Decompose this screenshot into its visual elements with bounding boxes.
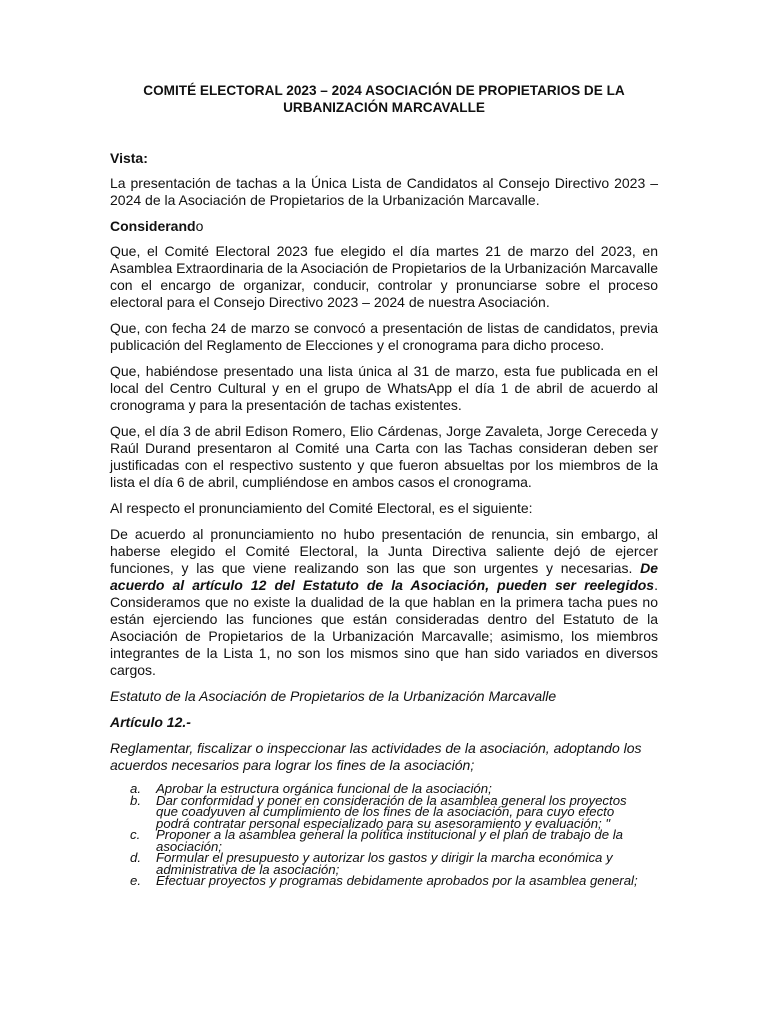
- list-item-text: Dar conformidad y poner en consideración de la asamblea general los proyectos que coadyuven al cumplimiento de los fines de la asociación, para cuyo efecto podrá contratar personal especializado para su asesoramiento y evaluación; ": [156, 792, 627, 831]
- list-item-text: Efectuar proyectos y programas debidamente aprobados por la asamblea general;: [156, 873, 638, 888]
- considerando-paragraph-2: Que, con fecha 24 de marzo se convocó a presentación de listas de candidatos, previa publicación del Reglamento de Elecciones y el cronograma para dicho proceso.: [110, 320, 658, 353]
- statute-items-list: [110, 783, 658, 887]
- vista-text: La presentación de tachas a la Única Lista de Candidatos al Consejo Directivo 2023 – 2024 de la Asociación de Propietarios de la Urbanización Marcavalle.: [110, 175, 658, 208]
- list-item: [130, 792, 658, 831]
- pronouncement-emphasis: De acuerdo al artículo 12 del Estatuto de la Asociación, pueden ser reelegidos: [110, 560, 658, 593]
- pronouncement-paragraph: [110, 526, 658, 679]
- considerando-paragraph-1: Que, el Comité Electoral 2023 fue elegido el día martes 21 de marzo del 2023, en Asamblea Extraordinaria de la Asociación de Propietarios de la Urbanización Marcavalle con el encargo de organizar, conducir, controlar y pronunciarse sobre el proceso electoral para el Consejo Directivo 2023 – 2024 de nuestra Asociación.: [110, 243, 658, 310]
- list-item: [130, 852, 658, 875]
- list-item-letter: e.: [130, 873, 141, 888]
- considerando-heading: [110, 218, 658, 235]
- statute-intro: Reglamentar, fiscalizar o inspeccionar las actividades de la asociación, adoptando los acuerdos necesarios para lograr los fines de la asociación;: [110, 740, 642, 773]
- statute-title: Estatuto de la Asociación de Propietarios de la Urbanización Marcavalle: [110, 688, 557, 704]
- considerando-paragraph-5: Al respecto el pronunciamiento del Comité Electoral, es el siguiente:: [110, 500, 533, 516]
- title-line-1: COMITÉ ELECTORAL 2023 – 2024 ASOCIACIÓN DE PROPIETARIOS DE LA: [143, 83, 625, 98]
- list-item-text: Proponer a la asamblea general la política institucional y el plan de trabajo de la asociación;: [156, 827, 623, 854]
- document-page: [110, 82, 658, 887]
- vista-heading: Vista:: [110, 150, 148, 166]
- list-item-letter: b.: [130, 792, 141, 808]
- considerando-paragraph-3: Que, habiéndose presentado una lista única al 31 de marzo, esta fue publicada en el local del Centro Cultural y en el grupo de WhatsApp el día 1 de abril de acuerdo al cronograma y para la presentación de tachas existentes.: [110, 363, 658, 413]
- list-item-text: Formular el presupuesto y autorizar los gastos y dirigir la marcha económica y administrativa de la asociación;: [156, 850, 613, 877]
- pronouncement-part-2: . Consideramos que no existe la dualidad de la que hablan en la primera tacha pues no están ejerciendo las funciones que están consideradas dentro del Estatuto de la Asociación de Propietarios de la Urbanización Marcavalle; asimismo, los miembros integrantes de la Lista 1, no son los mismos sino que han sido variados en diversos cargos.: [110, 577, 658, 678]
- title-line-2: URBANIZACIÓN MARCAVALLE: [283, 100, 485, 115]
- considerando-heading-tail: o: [195, 218, 204, 234]
- list-item-text: Aprobar la estructura orgánica funcional de la asociación;: [156, 781, 492, 796]
- pronouncement-part-1: De acuerdo al pronunciamiento no hubo presentación de renuncia, sin embargo, al haberse elegido el Comité Electoral, la Junta Directiva saliente dejó de ejercer funciones, y las que viene realizando son las que son urgentes y necesarias.: [110, 526, 658, 576]
- list-item-letter: d.: [130, 850, 141, 865]
- list-item-letter: c.: [130, 827, 141, 842]
- considerando-heading-bold: Considerand: [110, 218, 196, 234]
- considerando-paragraph-4: Que, el día 3 de abril Edison Romero, Elio Cárdenas, Jorge Zavaleta, Jorge Cereceda y Raúl Durand presentaron al Comité una Carta con las Tachas consideran deben ser justificadas con el respectivo sustento y que fueron absueltas por los miembros de la lista el día 6 de abril, cumpliéndose en ambos casos el cronograma.: [110, 423, 658, 490]
- document-title: [110, 82, 658, 116]
- list-item-letter: a.: [130, 781, 141, 796]
- statute-article: Artículo 12.-: [110, 714, 191, 730]
- list-item: [130, 829, 658, 852]
- list-item: [130, 875, 658, 887]
